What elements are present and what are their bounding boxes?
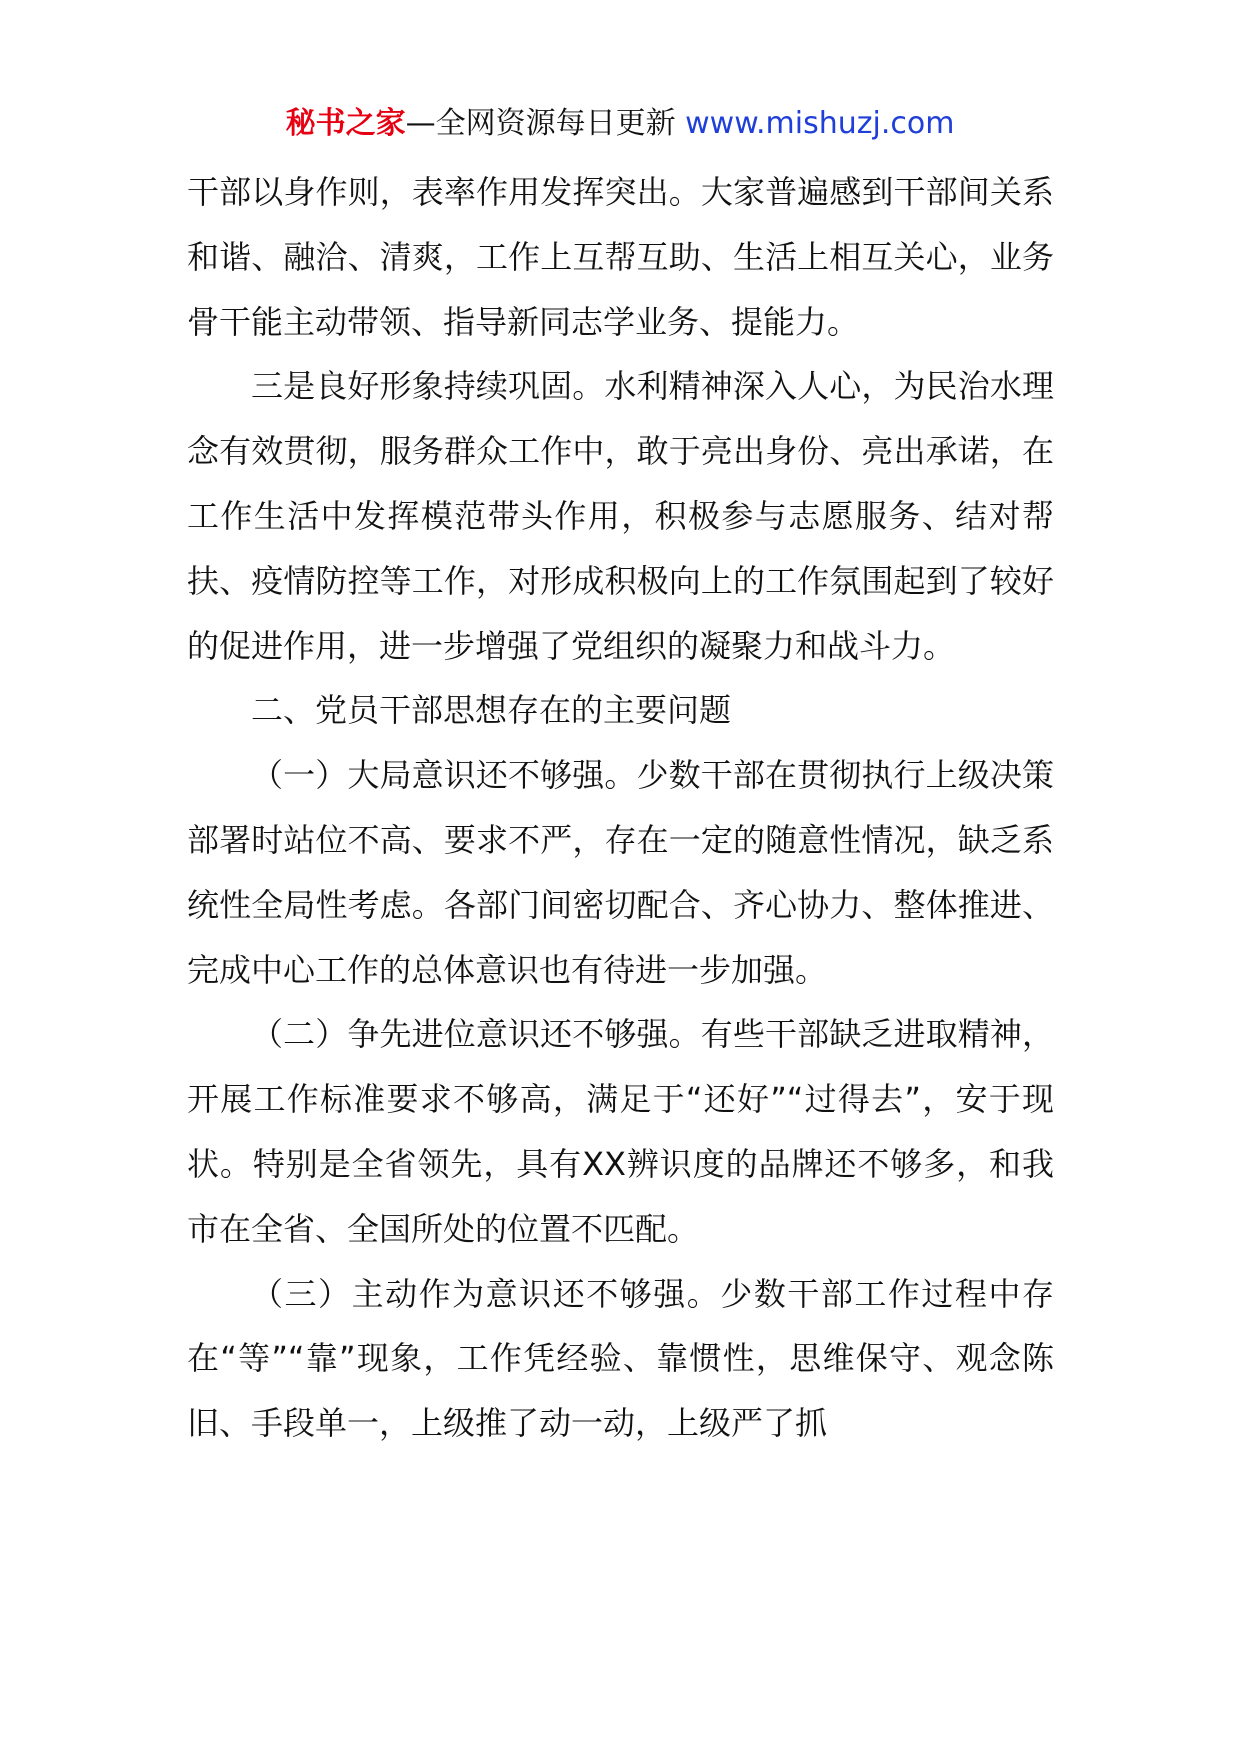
- paragraph-good-image: 三是良好形象持续巩固。水利精神深入人心，为民治水理念有效贯彻，服务群众工作中，敢于亮出身份、亮出承诺，在工作生活中发挥模范带头作用，积极参与志愿服务、结对帮扶、疫情防控等工作，对形成积极向上的工作氛围起到了较好的促进作用，进一步增强了党组织的凝聚力和战斗力。: [187, 367, 1054, 665]
- paragraph-issue-1: （一）大局意识还不够强。少数干部在贯彻执行上级决策部署时站位不高、要求不严，存在一定的随意性情况，缺乏系统性全局性考虑。各部门间密切配合、齐心协力、整体推进、完成中心工作的总体意识也有待进一步加强。: [187, 756, 1054, 989]
- site-tagline: —全网资源每日更新: [405, 106, 676, 141]
- site-url-link[interactable]: www.mishuzj.com: [685, 106, 955, 141]
- site-brand: 秘书之家: [285, 106, 406, 141]
- section-heading: 二、党员干部思想存在的主要问题: [251, 691, 732, 730]
- document-body: [187, 160, 1054, 1456]
- paragraph-continued: 干部以身作则，表率作用发挥突出。大家普遍感到干部间关系和谐、融洽、清爽，工作上互帮互助、生活上相互关心，业务骨干能主动带领、指导新同志学业务、提能力。: [187, 173, 1054, 341]
- paragraph-issue-3: （三）主动作为意识还不够强。少数干部工作过程中存在“等”“靠”现象，工作凭经验、靠惯性，思维保守、观念陈旧、手段单一，上级推了动一动，上级严了抓: [187, 1274, 1054, 1443]
- paragraph-issue-2: （二）争先进位意识还不够强。有些干部缺乏进取精神，开展工作标准要求不够高，满足于“还好”“过得去”，安于现状。特别是全省领先，具有XX辨识度的品牌还不够多，和我市在全省、全国所处的位置不匹配。: [187, 1015, 1054, 1248]
- site-header: [0, 100, 1240, 148]
